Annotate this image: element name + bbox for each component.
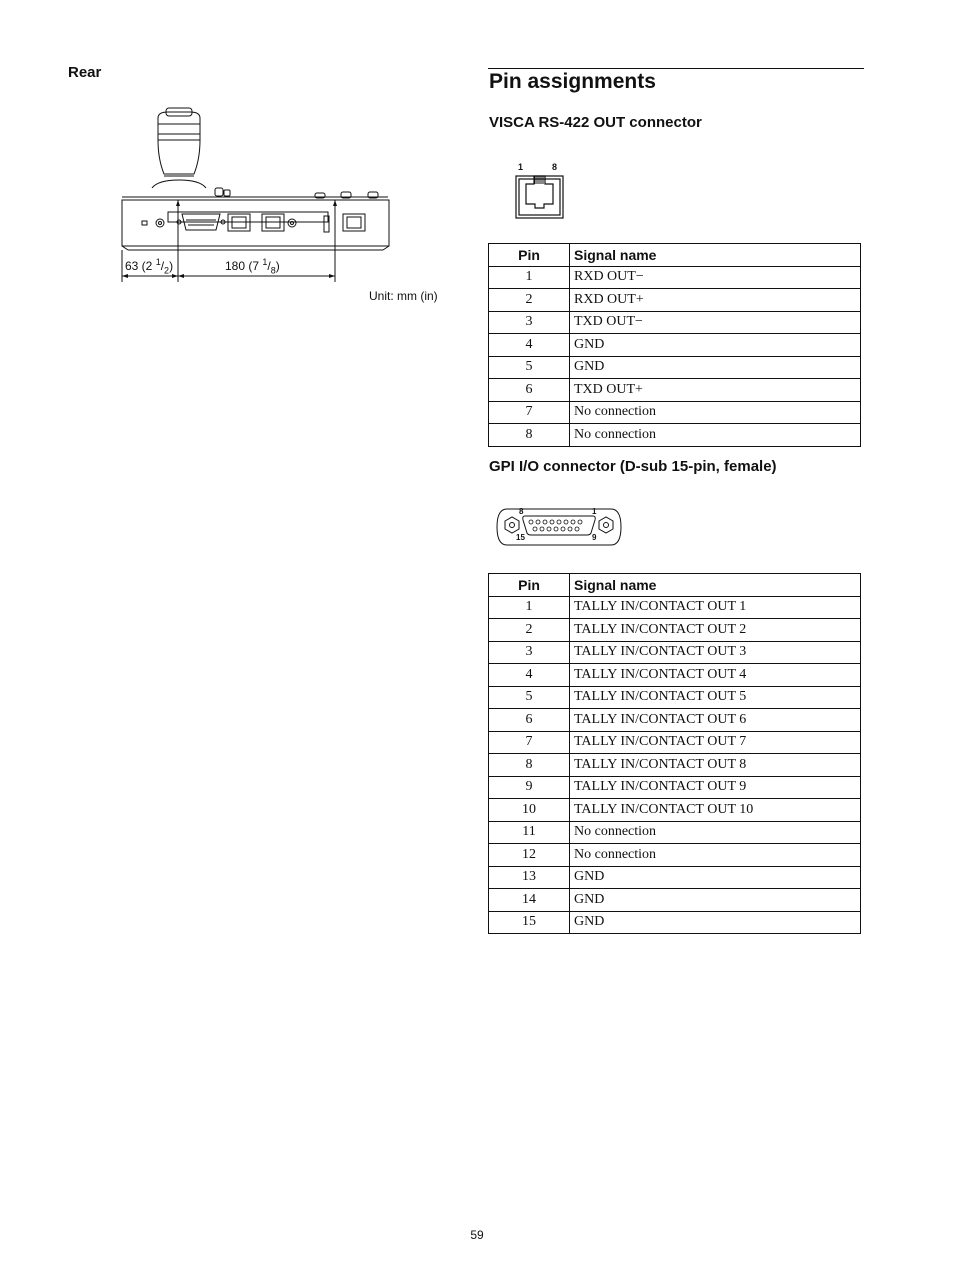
signal-name: RXD OUT+ [570, 289, 861, 312]
heading-rule [488, 68, 864, 69]
visca-section-title: VISCA RS-422 OUT connector [489, 114, 702, 131]
pin-number: 14 [489, 889, 570, 912]
unit-note: Unit: mm (in) [369, 289, 438, 303]
pin-number: 6 [489, 709, 570, 732]
dsub-pin-label-9: 9 [592, 533, 597, 542]
pin-number: 7 [489, 401, 570, 424]
column-header-signal: Signal name [570, 574, 861, 597]
signal-name: No connection [570, 844, 861, 867]
page-title: Pin assignments [489, 70, 656, 93]
table-row [489, 266, 861, 289]
column-header-pin: Pin [489, 244, 570, 267]
column-header-signal: Signal name [570, 244, 861, 267]
rj45-connector-diagram [508, 160, 568, 220]
signal-name: TALLY IN/CONTACT OUT 4 [570, 664, 861, 687]
pin-number: 10 [489, 799, 570, 822]
table-row [489, 334, 861, 357]
table-row [489, 911, 861, 934]
table-row [489, 889, 861, 912]
table-row [489, 754, 861, 777]
signal-name: TALLY IN/CONTACT OUT 8 [570, 754, 861, 777]
visca-pin-table [488, 243, 861, 447]
table-row [489, 799, 861, 822]
table-row [489, 866, 861, 889]
pin-number: 1 [489, 596, 570, 619]
table-row [489, 821, 861, 844]
pin-number: 3 [489, 311, 570, 334]
signal-name: GND [570, 356, 861, 379]
pin-number: 12 [489, 844, 570, 867]
pin-number: 15 [489, 911, 570, 934]
signal-name: TALLY IN/CONTACT OUT 7 [570, 731, 861, 754]
table-row [489, 289, 861, 312]
pin-number: 2 [489, 619, 570, 642]
signal-name: TALLY IN/CONTACT OUT 10 [570, 799, 861, 822]
dsub-pin-label-1: 1 [592, 507, 597, 516]
table-row [489, 686, 861, 709]
signal-name: TALLY IN/CONTACT OUT 6 [570, 709, 861, 732]
signal-name: TALLY IN/CONTACT OUT 9 [570, 776, 861, 799]
pin-number: 8 [489, 754, 570, 777]
table-header-row [489, 574, 861, 597]
pin-number: 13 [489, 866, 570, 889]
signal-name: TXD OUT− [570, 311, 861, 334]
rj45-pin-label-last: 8 [552, 162, 558, 172]
signal-name: No connection [570, 821, 861, 844]
pin-number: 8 [489, 424, 570, 447]
signal-name: GND [570, 866, 861, 889]
dimension-depth-label: 63 (2 $^1/_2$) [125, 257, 174, 276]
signal-name: RXD OUT− [570, 266, 861, 289]
signal-name: No connection [570, 401, 861, 424]
pin-number: 11 [489, 821, 570, 844]
signal-name: TXD OUT+ [570, 379, 861, 402]
dsub-pin-label-15: 15 [516, 533, 525, 542]
rear-heading: Rear [68, 64, 102, 81]
pin-number: 4 [489, 664, 570, 687]
gpi-section-title: GPI I/O connector (D-sub 15-pin, female) [489, 458, 777, 475]
signal-name: TALLY IN/CONTACT OUT 3 [570, 641, 861, 664]
signal-name: No connection [570, 424, 861, 447]
pin-number: 3 [489, 641, 570, 664]
table-row [489, 356, 861, 379]
table-row [489, 731, 861, 754]
gpi-pin-table [488, 573, 861, 934]
signal-name: TALLY IN/CONTACT OUT 5 [570, 686, 861, 709]
signal-name: TALLY IN/CONTACT OUT 2 [570, 619, 861, 642]
table-row [489, 311, 861, 334]
pin-number: 5 [489, 356, 570, 379]
signal-name: TALLY IN/CONTACT OUT 1 [570, 596, 861, 619]
signal-name: GND [570, 334, 861, 357]
rj45-pin-label-first: 1 [518, 162, 524, 172]
table-row [489, 619, 861, 642]
table-row [489, 424, 861, 447]
table-header-row [489, 244, 861, 267]
dimension-width-label: 180 (7 $^1/_8$) [225, 257, 280, 276]
table-row [489, 641, 861, 664]
pin-number: 2 [489, 289, 570, 312]
signal-name: GND [570, 889, 861, 912]
table-row [489, 401, 861, 424]
table-row [489, 709, 861, 732]
table-row [489, 596, 861, 619]
pin-number: 4 [489, 334, 570, 357]
signal-name: GND [570, 911, 861, 934]
page-number: 59 [470, 1228, 484, 1242]
column-header-pin: Pin [489, 574, 570, 597]
pin-number: 6 [489, 379, 570, 402]
table-row [489, 776, 861, 799]
pin-number: 1 [489, 266, 570, 289]
pin-number: 5 [489, 686, 570, 709]
table-row [489, 379, 861, 402]
pin-number: 9 [489, 776, 570, 799]
dsub15-connector-diagram [495, 505, 623, 549]
table-row [489, 664, 861, 687]
table-row [489, 844, 861, 867]
dsub-pin-label-8: 8 [519, 507, 524, 516]
pin-number: 7 [489, 731, 570, 754]
